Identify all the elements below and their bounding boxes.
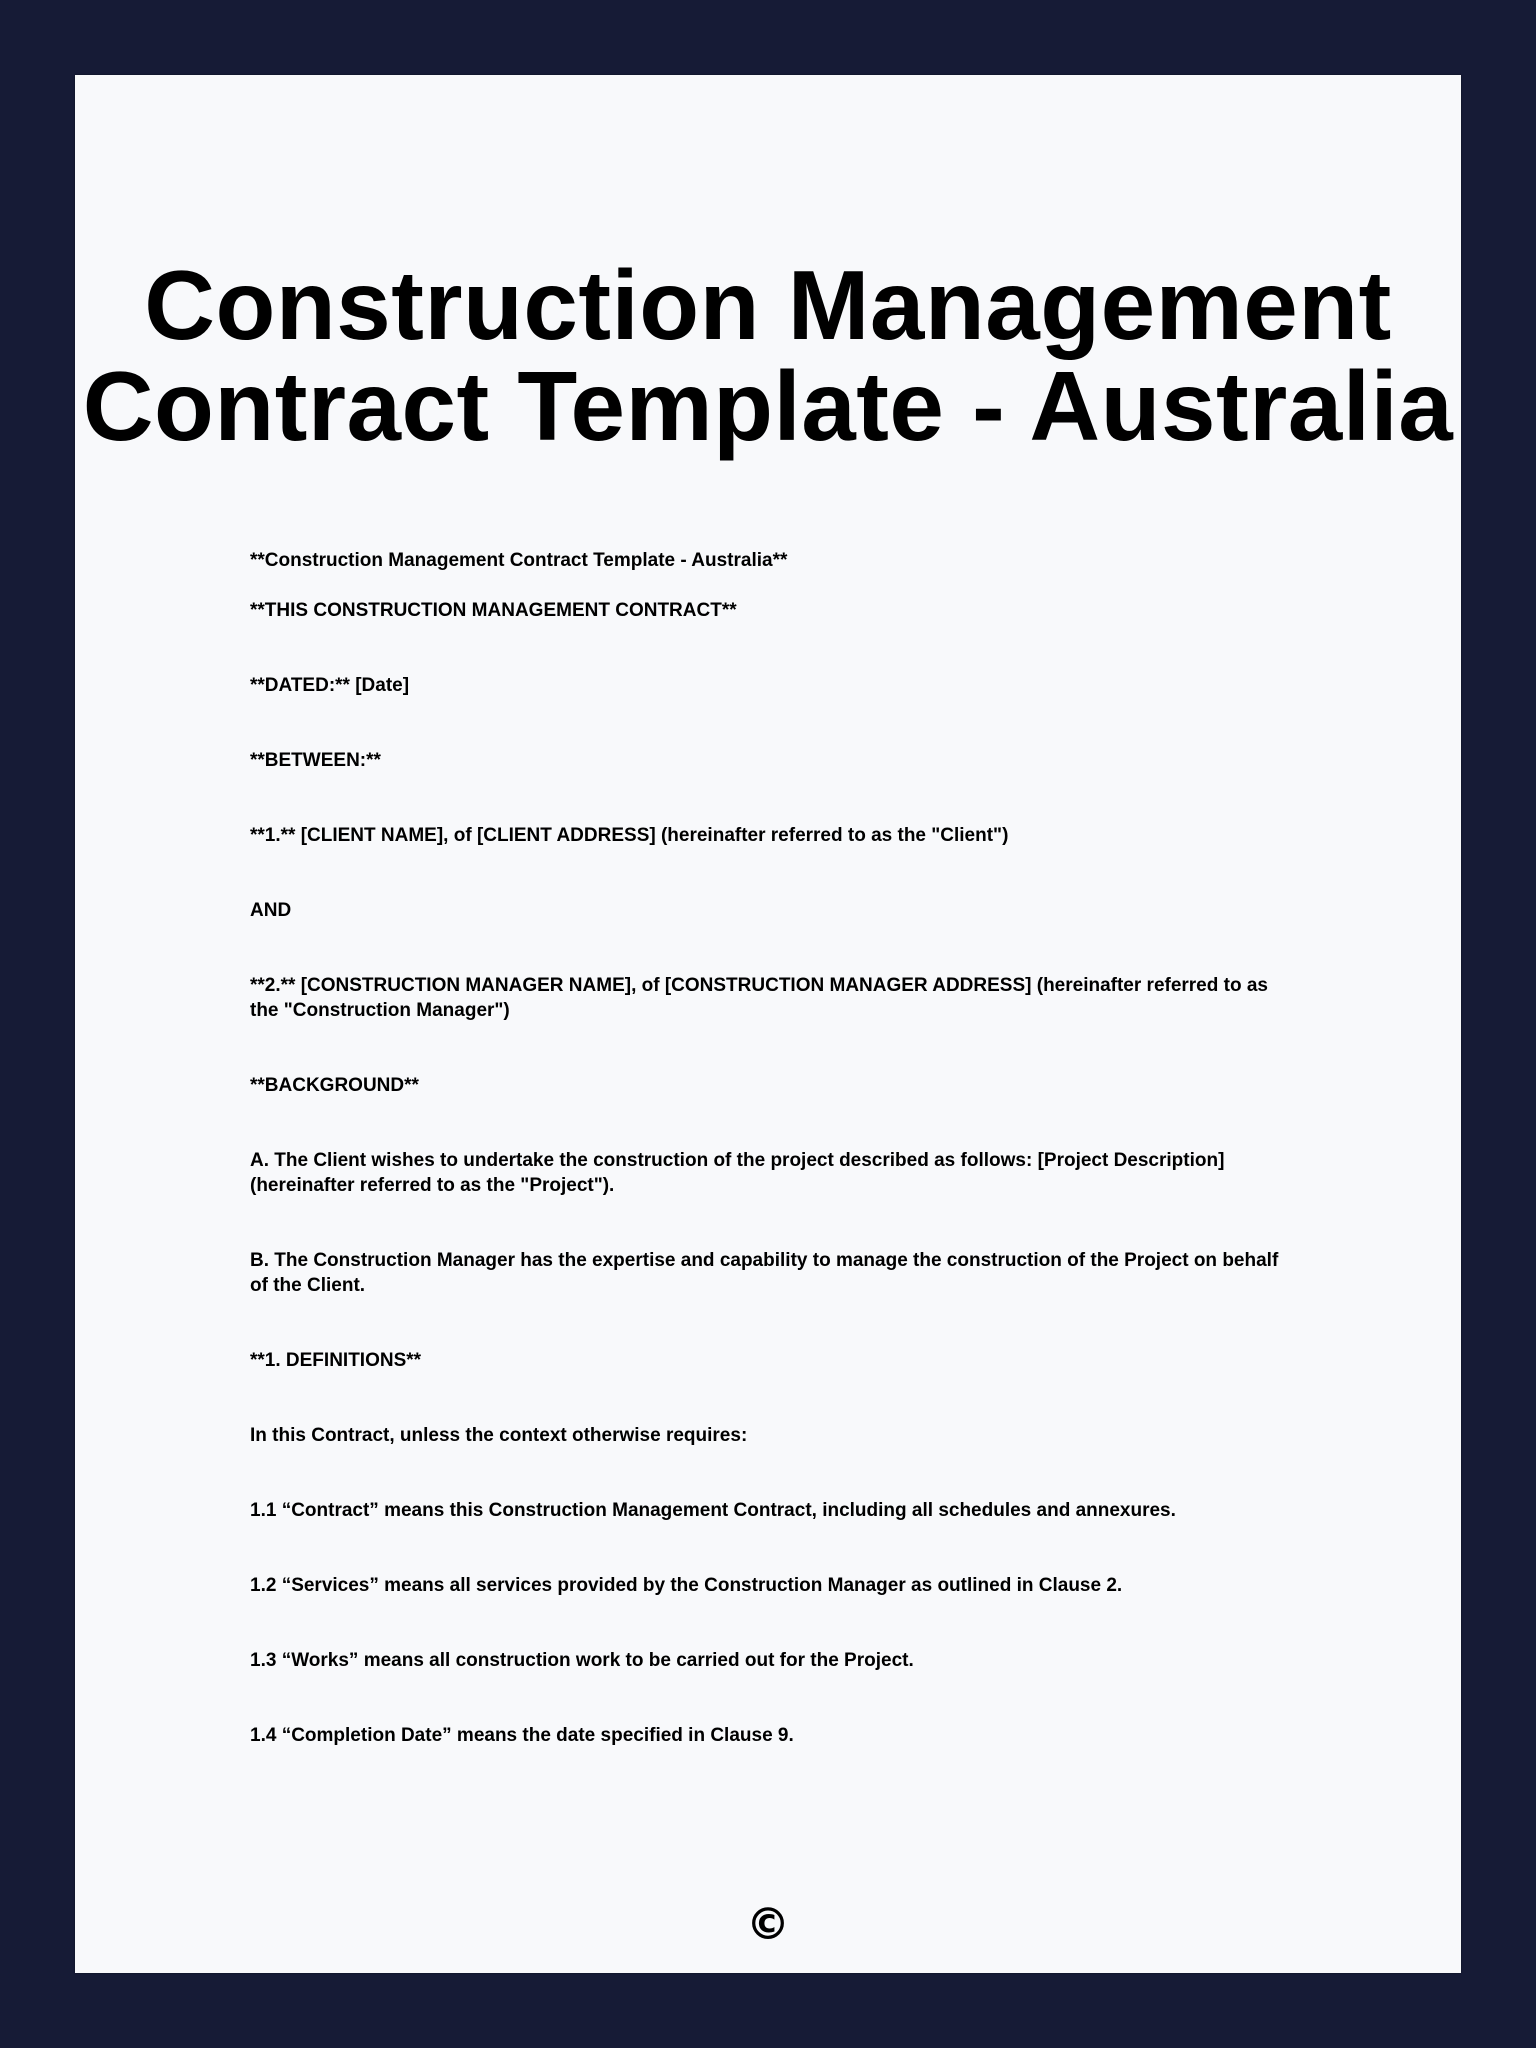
paragraph-between: **BETWEEN:** <box>250 750 381 771</box>
copyright-icon: © <box>746 1899 790 1950</box>
paragraph-definitions-intro: In this Contract, unless the context otherwise requires: <box>250 1425 748 1446</box>
paragraph-dated: **DATED:** [Date] <box>250 675 410 696</box>
paragraph-definitions-heading: **1. DEFINITIONS** <box>250 1350 422 1371</box>
paragraph-heading: **Construction Management Contract Template - Australia** <box>250 550 788 571</box>
title-line-1: Construction Management <box>144 250 1392 360</box>
paragraph-contract-title: **THIS CONSTRUCTION MANAGEMENT CONTRACT** <box>250 600 737 621</box>
paragraph-background-heading: **BACKGROUND** <box>250 1075 419 1096</box>
document-title <box>0 250 1536 461</box>
paragraph-party-manager: **2.** [CONSTRUCTION MANAGER NAME], of [CONSTRUCTION MANAGER ADDRESS] (hereinafter referred to as the "Construction Manager") <box>250 975 1268 1021</box>
paragraph-party-client: **1.** [CLIENT NAME], of [CLIENT ADDRESS] (hereinafter referred to as the "Client") <box>250 825 1009 846</box>
paragraph-definition-1-4: 1.4 “Completion Date” means the date specified in Clause 9. <box>250 1725 794 1746</box>
paragraph-and: AND <box>250 900 292 921</box>
paragraph-background-b: B. The Construction Manager has the expertise and capability to manage the construction of the Project on behalf of the Client. <box>250 1250 1279 1296</box>
paragraph-definition-1-2: 1.2 “Services” means all services provided by the Construction Manager as outlined in Clause 2. <box>250 1575 1123 1596</box>
paragraph-definition-1-1: 1.1 “Contract” means this Construction Management Contract, including all schedules and annexures. <box>250 1500 1176 1521</box>
paragraph-definition-1-3: 1.3 “Works” means all construction work to be carried out for the Project. <box>250 1650 914 1671</box>
title-line-2: Contract Template - Australia <box>82 351 1454 461</box>
paragraph-background-a: A. The Client wishes to undertake the construction of the project described as follows: [Project Description] (hereinafter referred to as the "Project"). <box>250 1150 1225 1196</box>
